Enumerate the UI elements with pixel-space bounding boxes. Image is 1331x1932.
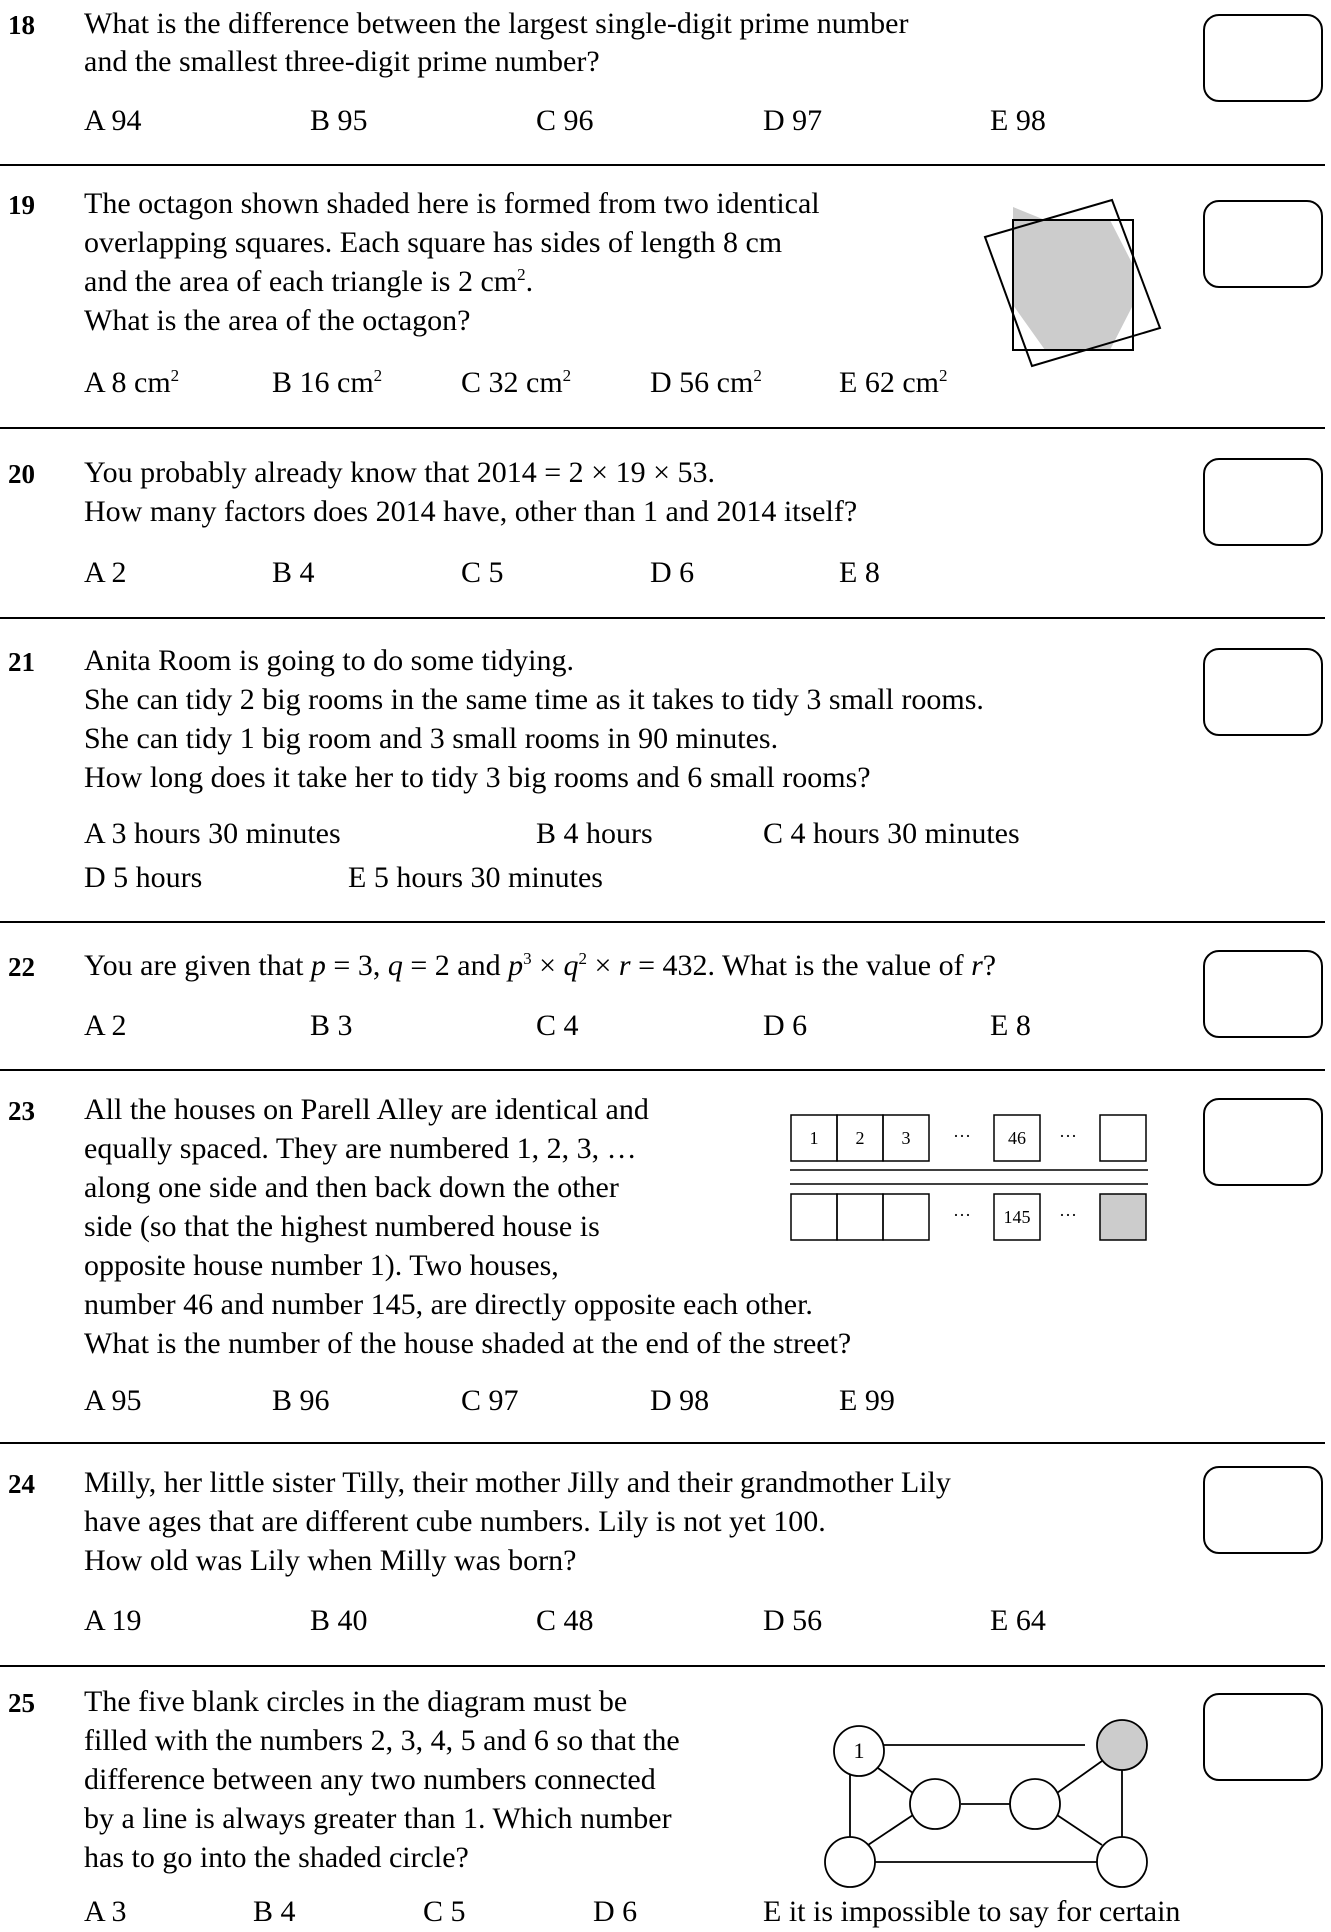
option-d[interactable]: D 6 — [593, 1895, 638, 1928]
question-text: All the houses on Parell Alley are identical and — [84, 1093, 649, 1126]
circle-label-1: 1 — [853, 1738, 865, 1763]
question-text: Milly, her little sister Tilly, their mother Jilly and their grandmother Lily — [84, 1466, 951, 1499]
house-top-end — [1100, 1115, 1146, 1161]
octagon-shaded — [1013, 207, 1133, 350]
question-text: number 46 and number 145, are directly opposite each other. — [84, 1288, 813, 1321]
option-b[interactable]: B 96 — [272, 1384, 330, 1417]
house-label-2: 2 — [855, 1128, 865, 1148]
option-e[interactable]: E 62 $cm^2$ — [839, 366, 948, 399]
option-c[interactable]: C 48 — [536, 1604, 594, 1637]
option-d[interactable]: D 98 — [650, 1384, 710, 1417]
question-text: has to go into the shaded circle? — [84, 1841, 469, 1874]
question-text: How long does it take her to tidy 3 big rooms and 6 small rooms? — [84, 761, 871, 794]
option-c[interactable]: C 4 hours 30 minutes — [763, 817, 1020, 850]
option-a[interactable]: A 3 hours 30 minutes — [84, 817, 341, 850]
answer-box[interactable] — [1203, 14, 1323, 102]
answer-box[interactable] — [1203, 1693, 1323, 1781]
option-d[interactable]: D 5 hours — [84, 861, 203, 894]
option-c[interactable]: C 4 — [536, 1009, 579, 1042]
house-bottom-3 — [883, 1194, 929, 1240]
option-b[interactable]: B 4 — [253, 1895, 296, 1928]
answer-box[interactable] — [1203, 200, 1323, 288]
question-text: She can tidy 1 big room and 3 small rooms in 90 minutes. — [84, 722, 779, 755]
house-label-46: 46 — [1008, 1128, 1026, 1148]
divider — [0, 1069, 1325, 1071]
question-text: have ages that are different cube numbers. Lily is not yet 100. — [84, 1505, 826, 1538]
option-c[interactable]: C 32 $cm^2$ — [461, 366, 572, 399]
question-text: equally spaced. They are numbered 1, 2, 3, … — [84, 1132, 637, 1165]
divider — [0, 164, 1325, 166]
answer-box[interactable] — [1203, 1098, 1323, 1186]
answer-box[interactable] — [1203, 950, 1323, 1038]
ellipsis: ··· — [1059, 1205, 1077, 1225]
house-bottom-1 — [791, 1194, 837, 1240]
divider — [0, 427, 1325, 429]
house-label-3: 3 — [901, 1128, 911, 1148]
ellipsis: ··· — [953, 1205, 971, 1225]
question-text: side (so that the highest numbered house is — [84, 1210, 600, 1243]
option-a[interactable]: A 94 — [84, 104, 142, 137]
question-text: along one side and then back down the other — [84, 1171, 619, 1204]
divider — [0, 921, 1325, 923]
circle-blank — [825, 1837, 875, 1887]
option-e[interactable]: E it is impossible to say for certain — [763, 1895, 1181, 1928]
circle-graph-diagram — [825, 1717, 1150, 1887]
question-text: and the area of each triangle is 2 $cm^2$. — [84, 265, 534, 298]
option-a[interactable]: A 3 — [84, 1895, 127, 1928]
question-number: 21 — [8, 647, 35, 677]
circle-blank — [910, 1779, 960, 1829]
circle-blank — [1097, 1837, 1147, 1887]
option-d[interactable]: D 97 — [763, 104, 823, 137]
house-bottom-2 — [837, 1194, 883, 1240]
divider — [0, 617, 1325, 619]
option-d[interactable]: D 6 — [650, 556, 695, 589]
question-text: overlapping squares. Each square has sides of length 8 cm — [84, 226, 783, 259]
house-label-1: 1 — [809, 1128, 819, 1148]
question-text: The five blank circles in the diagram must be — [84, 1685, 628, 1718]
option-e[interactable]: E 64 — [990, 1604, 1046, 1637]
option-e[interactable]: E 99 — [839, 1384, 895, 1417]
option-a[interactable]: A 19 — [84, 1604, 142, 1637]
question-text: What is the area of the octagon? — [84, 304, 471, 337]
question-text: How old was Lily when Milly was born? — [84, 1544, 577, 1577]
ellipsis: ··· — [953, 1126, 971, 1146]
option-c[interactable]: C 5 — [423, 1895, 466, 1928]
option-c[interactable]: C 97 — [461, 1384, 519, 1417]
edge — [868, 1815, 913, 1845]
edge — [1057, 1761, 1102, 1793]
option-d[interactable]: D 56 — [763, 1604, 823, 1637]
octagon-diagram — [985, 195, 1165, 370]
question-text: What is the number of the house shaded at the end of the street? — [84, 1327, 852, 1360]
option-b[interactable]: B 4 — [272, 556, 315, 589]
option-d[interactable]: D 56 $cm^2$ — [650, 366, 762, 399]
question-text: You are given that p = 3, q = 2 and $p^3 \times q^2 \times r = 432$. What is the value of r? — [84, 949, 997, 982]
option-b[interactable]: B 4 hours — [536, 817, 653, 850]
option-e[interactable]: E 8 — [990, 1009, 1031, 1042]
option-a[interactable]: A 95 — [84, 1384, 142, 1417]
option-b[interactable]: B 40 — [310, 1604, 368, 1637]
circle-blank — [1010, 1779, 1060, 1829]
option-c[interactable]: C 96 — [536, 104, 594, 137]
question-text: What is the difference between the largest single-digit prime number — [84, 7, 909, 40]
street-diagram — [788, 1110, 1153, 1245]
circle-shaded — [1097, 1720, 1147, 1770]
house-label-145: 145 — [1003, 1207, 1031, 1227]
option-e[interactable]: E 5 hours 30 minutes — [348, 861, 603, 894]
question-text: Anita Room is going to do some tidying. — [84, 644, 575, 677]
question-text: She can tidy 2 big rooms in the same time as it takes to tidy 3 small rooms. — [84, 683, 984, 716]
question-text: The octagon shown shaded here is formed from two identical — [84, 187, 820, 220]
question-text: difference between any two numbers connected — [84, 1763, 656, 1796]
question-text: How many factors does 2014 have, other than 1 and 2014 itself? — [84, 495, 858, 528]
option-b[interactable]: B 95 — [310, 104, 368, 137]
question-number: 25 — [8, 1688, 35, 1718]
question-number: 24 — [8, 1469, 35, 1499]
divider — [0, 1665, 1325, 1667]
question-number: 22 — [8, 952, 35, 982]
edge — [1057, 1815, 1102, 1845]
option-c[interactable]: C 5 — [461, 556, 504, 589]
option-a[interactable]: A 2 — [84, 556, 127, 589]
ellipsis: ··· — [1059, 1126, 1077, 1146]
option-e[interactable]: E 8 — [839, 556, 880, 589]
answer-box[interactable] — [1203, 648, 1323, 736]
option-a[interactable]: A 8 $cm^2$ — [84, 366, 180, 399]
question-number: 18 — [8, 10, 35, 40]
option-a[interactable]: A 2 — [84, 1009, 127, 1042]
question-text: You probably already know that 2014 = 2 × 19 × 53. — [84, 456, 715, 489]
question-text: and the smallest three-digit prime number? — [84, 45, 600, 78]
option-d[interactable]: D 6 — [763, 1009, 808, 1042]
divider — [0, 1442, 1325, 1444]
option-e[interactable]: E 98 — [990, 104, 1046, 137]
option-b[interactable]: B 16 $cm^2$ — [272, 366, 383, 399]
question-number: 19 — [8, 190, 35, 220]
answer-box[interactable] — [1203, 1466, 1323, 1554]
question-text: by a line is always greater than 1. Which number — [84, 1802, 672, 1835]
question-number: 23 — [8, 1096, 35, 1126]
question-text: opposite house number 1). Two houses, — [84, 1249, 559, 1282]
answer-box[interactable] — [1203, 458, 1323, 546]
question-number: 20 — [8, 459, 35, 489]
option-b[interactable]: B 3 — [310, 1009, 353, 1042]
house-shaded — [1100, 1194, 1146, 1240]
question-text: filled with the numbers 2, 3, 4, 5 and 6 so that the — [84, 1724, 680, 1757]
